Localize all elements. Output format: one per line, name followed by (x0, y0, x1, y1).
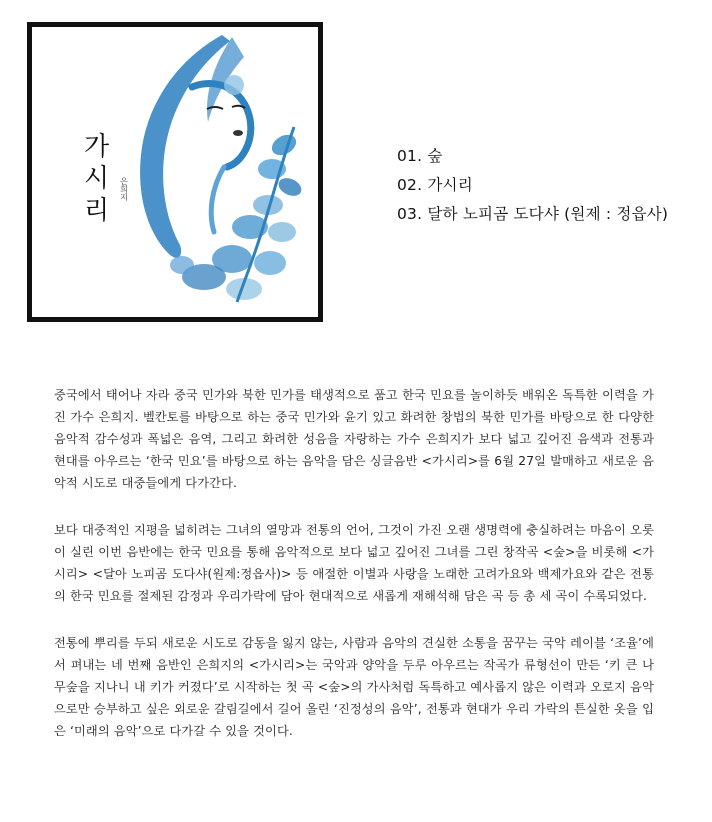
leaf (170, 256, 194, 274)
leaf (254, 251, 286, 275)
album-cover-art (32, 27, 318, 317)
lips (233, 130, 243, 136)
paragraph: 중국에서 태어나 자라 중국 민가와 북한 민가를 태생적으로 품고 한국 민요를 놀이하듯 배워온 독특한 이력을 가진 가수 은희지. 벨칸토를 바탕으로 하는 중국 민가와 윤기 있고 화려한 창법의 북한 민가를 바탕으로 한 다양한 음악적 감수성과 폭넓은 음역, 그리고 화려한 성음을 자랑하는 가수 은희지가 보다 넓고 깊어진 음색과 전통과 현대를 아우르는 ‘한국 민요’를 바탕으로 하는 음악을 담은 싱글음반 <가시리>를 6월 27일 발매하고 새로운 음악적 시도로 대중들에게 다가간다. (54, 388, 654, 490)
leaf (268, 222, 296, 242)
paragraph: 보다 대중적인 지평을 넓히려는 그녀의 열망과 전통의 언어, 그것이 가진 오랜 생명력에 충실하려는 마음이 오롯이 실린 이번 음반에는 한국 민요를 통해 음악적으로 보다 넓고 깊어진 그녀를 그린 창작곡 <숲>을 비롯해 <가시리> <달아 노피곰 도다샤(원제:정읍사)> 등 애절한 이별과 사랑을 노래한 고려가요와 백제가요와 같은 전통의 한국 민요를 절제된 감정과 우리가락에 담아 현대적으로 새롭게 재해석해 담은 곡 등 총 세 곡이 수록되었다. (54, 523, 654, 603)
album-cover (27, 22, 323, 322)
face-blush (224, 75, 244, 95)
paragraph: 전통에 뿌리를 두되 새로운 시도로 감동을 잃지 않는, 사람과 음악의 견실한 소통을 꿈꾸는 국악 레이블 ‘조율’에서 펴내는 네 번째 음반인 은희지의 <가시리>는 국악과 양악을 두루 아우르는 작곡가 류형선이 만든 ‘키 큰 나무숲을 지나니 내 키가 커졌다’로 시작하는 첫 곡 <숲>의 가사처럼 독특하고 예사롭지 않은 이력과 오로지 음악으로만 승부하고 싶은 외로운 갈림길에서 길어 올린 ‘진정성의 음악’, 전통과 현대가 우리 가락의 튼실한 옷을 입은 ‘미래의 음악’으로 다가갈 수 있을 것이다. (54, 636, 654, 738)
face-outline (192, 84, 251, 167)
eye-right (232, 106, 245, 108)
eye-left (207, 107, 223, 109)
leaf (276, 175, 305, 200)
cover-title: 가시리 (79, 132, 109, 228)
track-item: 02. 가시리 (397, 176, 473, 194)
track-item: 03. 달하 노피곰 도다샤 (원제 : 정읍사) (397, 205, 669, 223)
cover-artist: 은희지 (119, 177, 129, 201)
neck-stroke (211, 167, 224, 232)
track-item: 01. 숲 (397, 147, 443, 165)
track-list (397, 142, 668, 229)
album-description (54, 384, 654, 767)
